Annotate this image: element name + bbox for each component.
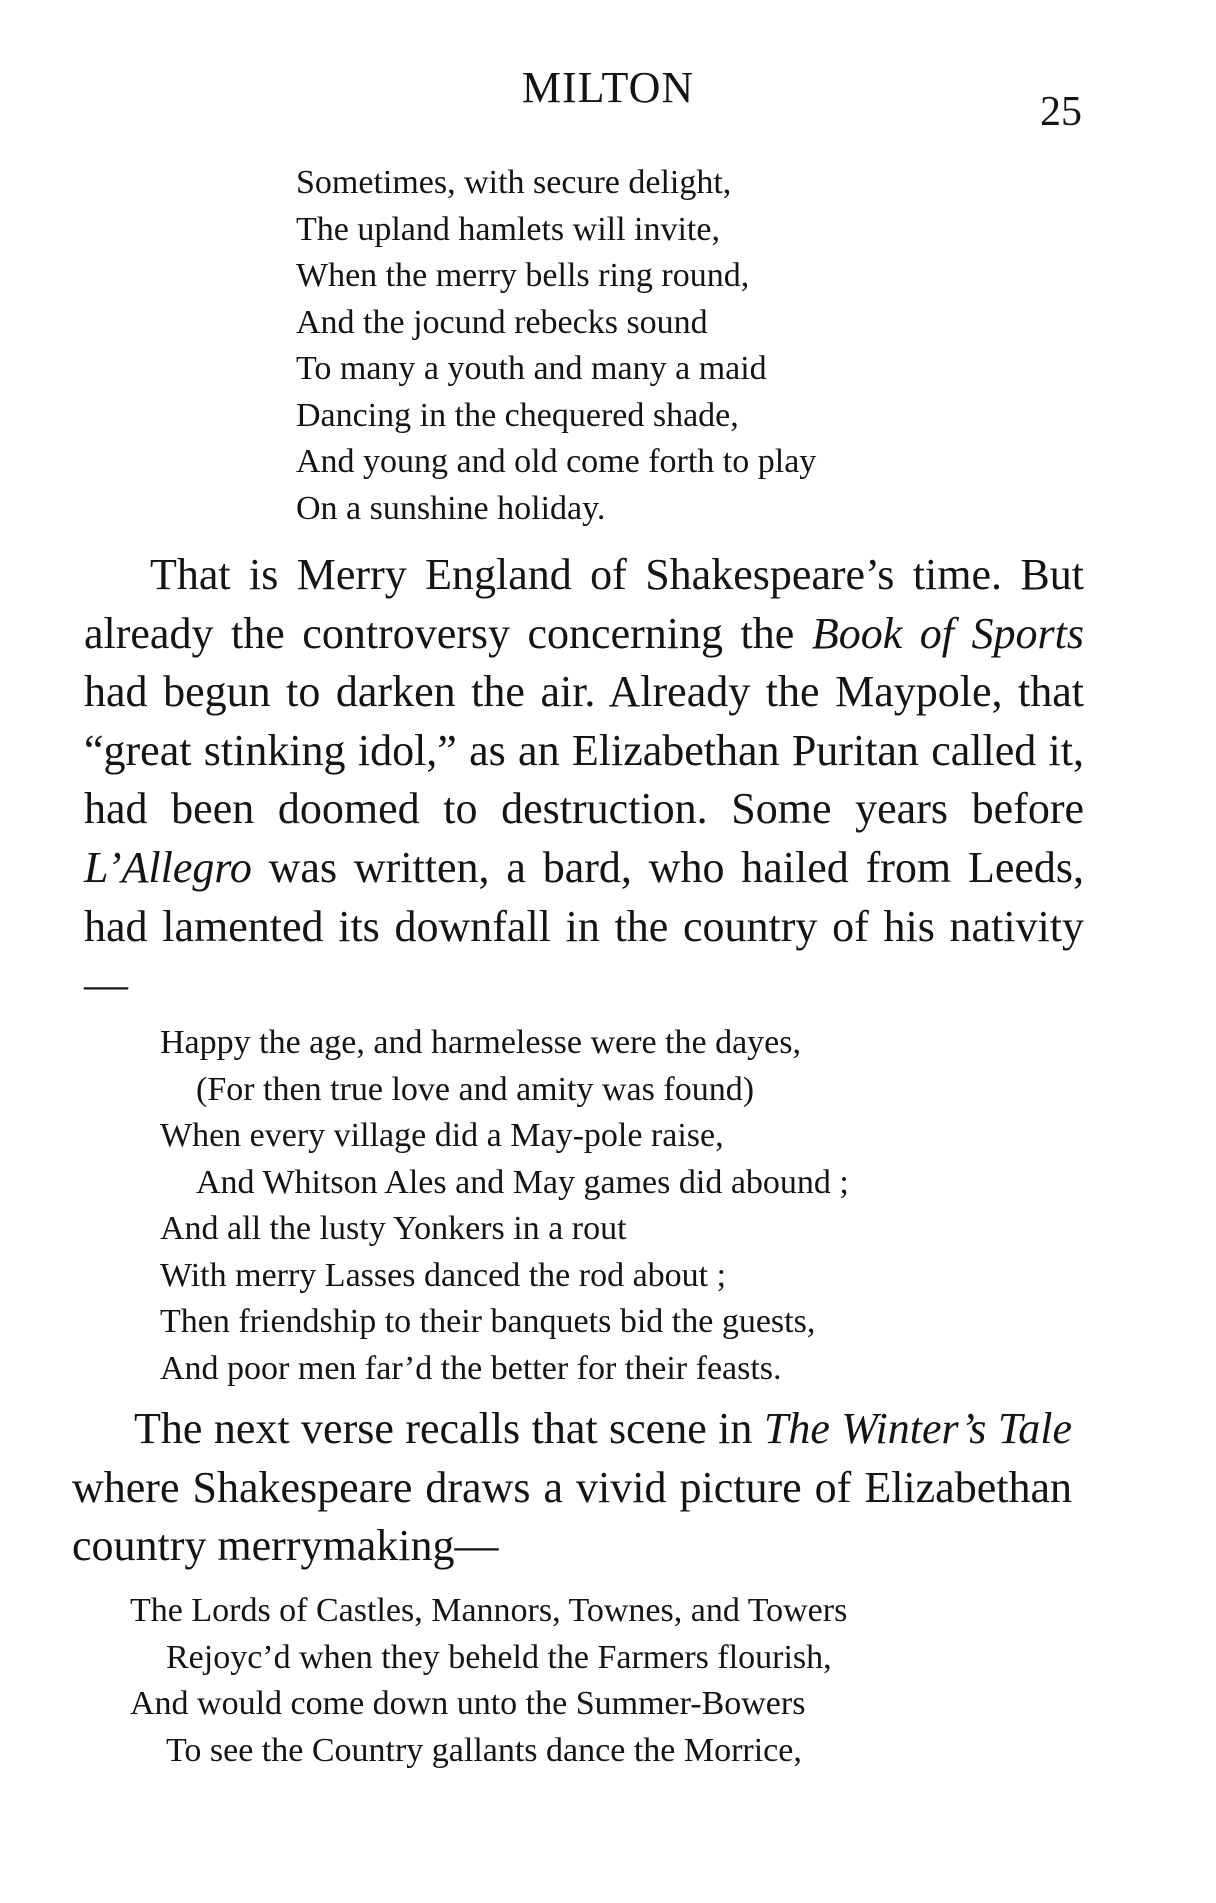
verse-line: And young and old come forth to play <box>296 443 817 480</box>
paragraph-text: where Shakespeare draws a vivid picture of Elizabethan country merrymaking— <box>72 1462 1072 1571</box>
verse-line: And poor men far’d the better for their feasts. <box>160 1349 782 1387</box>
verse-line: Then friendship to their banquets bid the guests, <box>160 1303 816 1340</box>
verse-line: Dancing in the chequered shade, <box>296 396 739 434</box>
verse-line: When every village did a May-pole raise, <box>160 1117 724 1154</box>
page-number: 25 <box>1040 89 1082 135</box>
verse-line: To many a youth and many a maid <box>296 350 767 387</box>
verse-line: And all the lusty Yonkers in a rout <box>160 1210 627 1247</box>
italic-title-lallegro: L’Allegro <box>84 842 252 892</box>
verse-line: With merry Lasses danced the rod about ; <box>160 1256 727 1294</box>
paragraph-text: had begun to darken the air. Already the Maypole, that “great stinking idol,” as an Elizabethan Puritan called it, had been doomed to destruction. Some years before <box>84 667 1084 834</box>
verse-line: And the jocund rebecks sound <box>296 303 708 341</box>
paragraph-text: was written, a bard, who hailed from Leeds, had lamented its downfall in the country of his nativity— <box>84 842 1084 1010</box>
verse-line: To see the Country gallants dance the Morrice, <box>166 1731 802 1769</box>
italic-title-book-of-sports: Book of Sports <box>811 608 1084 658</box>
verse-line: On a sunshine holiday. <box>296 489 606 527</box>
verse-quotation-allegro <box>296 160 816 532</box>
paragraph-merry-england <box>84 546 1084 1015</box>
verse-line: The Lords of Castles, Mannors, Townes, and Towers <box>130 1592 848 1629</box>
verse-line: Sometimes, with secure delight, <box>296 164 732 201</box>
paragraph-text: That is Merry England of Shakespeare’s time. But already the controversy concerning the <box>84 550 1084 658</box>
running-title: MILTON <box>521 63 695 112</box>
verse-line: And would come down unto the Summer-Bowers <box>130 1685 806 1722</box>
verse-quotation-lords-of-castles <box>130 1588 847 1774</box>
italic-title-winters-tale: The Winter’s Tale <box>763 1404 1072 1453</box>
verse-line: When the merry bells ring round, <box>296 257 750 294</box>
verse-line: (For then true love and amity was found) <box>196 1070 755 1108</box>
verse-quotation-leeds-bard <box>160 1020 849 1392</box>
verse-line: Happy the age, and harmelesse were the dayes, <box>160 1024 802 1061</box>
paragraph-text: The next verse recalls that scene in <box>134 1404 764 1453</box>
verse-line: And Whitson Ales and May games did abound ; <box>196 1163 849 1201</box>
verse-line: Rejoyc’d when they beheld the Farmers flourish, <box>166 1638 832 1676</box>
verse-line: The upland hamlets will invite, <box>296 210 720 248</box>
paragraph-winters-tale <box>72 1400 1072 1576</box>
